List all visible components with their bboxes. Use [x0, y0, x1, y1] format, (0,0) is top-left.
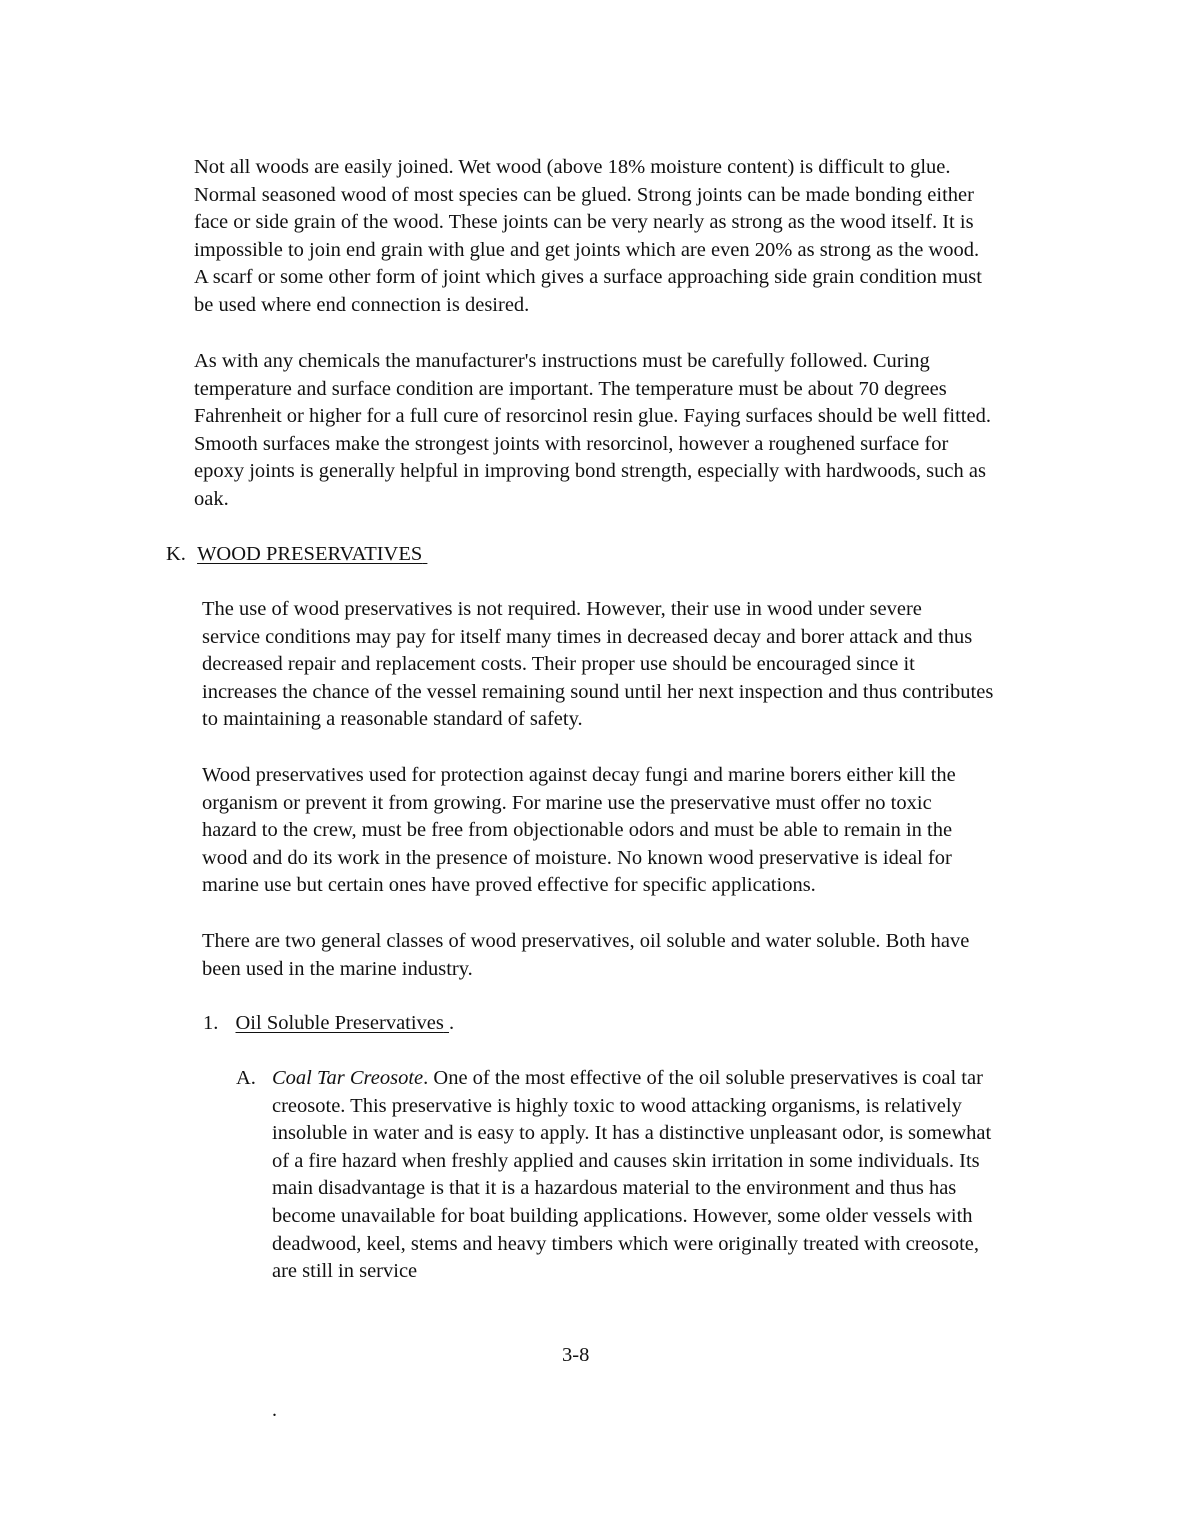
text-line [272, 1065, 991, 1093]
text-line: to maintaining a reasonable standard of safety. [202, 708, 583, 731]
text-line: Fahrenheit or higher for a full cure of resorcinol resin glue. Faying surfaces should be well fitted. [194, 405, 991, 428]
title-underline-trail [422, 543, 427, 565]
text-line: A scarf or some other form of joint which gives a surface approaching side grain condition must [194, 266, 982, 289]
text-line: been used in the marine industry. [202, 957, 473, 980]
section-title: WOOD PRESERVATIVES [197, 543, 423, 565]
text-line: deadwood, keel, stems and heavy timbers which were originally treated with creosote, [272, 1232, 980, 1255]
text-line: Smooth surfaces make the strongest joints with resorcinol, however a roughened surface for [194, 432, 949, 455]
item-a-marker: A. [236, 1067, 256, 1089]
text-line: main disadvantage is that it is a hazardous material to the environment and thus has [272, 1177, 957, 1200]
text-line: increases the chance of the vessel remaining sound until her next inspection and thus contributes [202, 680, 994, 703]
text-line: epoxy joints is generally helpful in improving bond strength, especially with hardwoods, such as [194, 460, 986, 483]
item-a-title: Coal Tar Creosote [272, 1067, 424, 1089]
text-line: There are two general classes of wood preservatives, oil soluble and water soluble. Both have [202, 930, 970, 952]
text-line: Normal seasoned wood of most species can be glued. Strong joints can be made bonding either [194, 183, 974, 206]
text-line: Wood preservatives used for protection against decay fungi and marine borers either kill the [202, 764, 956, 786]
text-line: impossible to join end grain with glue and get joints which are even 20% as strong as the wood. [194, 238, 980, 261]
text-line: are still in service [272, 1260, 418, 1283]
text-line: service conditions may pay for itself many times in decreased decay and borer attack and thus [202, 625, 973, 648]
text-line: marine use but certain ones have proved effective for specific applications. [202, 874, 816, 897]
text-line: decreased repair and replacement costs. Their proper use should be encouraged since it [202, 653, 915, 676]
text-line: organism or prevent it from growing. For marine use the preservative must offer no toxic [202, 791, 932, 814]
section-heading-k [166, 541, 427, 568]
subsection-heading-oil-soluble [203, 1010, 454, 1037]
text-line: become unavailable for boat building applications. However, some older vessels with [272, 1204, 973, 1227]
text-line: oak. [194, 487, 229, 510]
text-line: wood and do its work in the presence of moisture. No known wood preservative is ideal for [202, 846, 952, 869]
text-line: insoluble in water and is easy to apply. It has a distinctive unpleasant odor, is somewhat [272, 1122, 992, 1145]
text-line: The use of wood preservatives is not required. However, their use in wood under severe [202, 598, 922, 620]
paragraph-manufacturer-instructions [194, 348, 991, 514]
paragraph-preservative-function [202, 762, 956, 900]
item-a-first-line: . One of the most effective of the oil soluble preservatives is coal tar [423, 1067, 983, 1089]
text-line: of a fire hazard when freshly applied and causes skin irritation in some individuals. Its [272, 1149, 980, 1172]
text-line: creosote. This preservative is highly toxic to wood attacking organisms, is relatively [272, 1094, 962, 1117]
stray-mark: . [272, 1399, 277, 1421]
paragraph-preservative-classes [202, 928, 969, 983]
item-marker: 1. [203, 1012, 219, 1034]
text-line: Not all woods are easily joined. Wet wood (above 18% moisture content) is difficult to glue. [194, 156, 951, 178]
item-title-period: . [449, 1012, 455, 1034]
text-line: temperature and surface condition are important. The temperature must be about 70 degrees [194, 377, 947, 400]
paragraph-coal-tar-creosote [272, 1065, 991, 1286]
text-line: face or side grain of the wood. These joints can be very nearly as strong as the wood itself. It is [194, 211, 974, 234]
paragraph-preservative-use [202, 596, 993, 734]
text-line: As with any chemicals the manufacturer's instructions must be carefully followed. Curing [194, 350, 930, 372]
text-line: be used where end connection is desired. [194, 293, 530, 316]
page-number: 3-8 [562, 1344, 590, 1366]
text-line: hazard to the crew, must be free from objectionable odors and must be able to remain in the [202, 819, 953, 842]
item-title: Oil Soluble Preservatives [235, 1012, 444, 1034]
section-marker: K. [166, 543, 186, 565]
paragraph-wood-joining [194, 154, 982, 320]
